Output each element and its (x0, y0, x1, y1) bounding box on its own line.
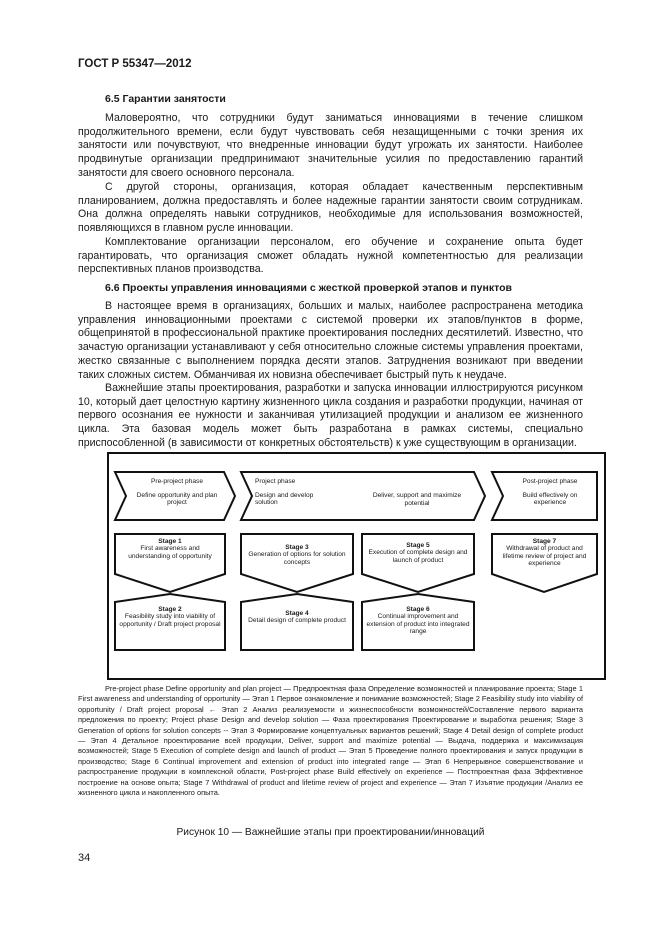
project-body-left: Design and develop solution (255, 491, 314, 507)
figure-lifecycle-diagram (107, 452, 606, 680)
stage-1-title: Stage 1 (158, 538, 182, 545)
stage-6-body: Continual improvement and extension of product into integrated range (366, 613, 470, 636)
stage-1-body: First awareness and understanding of opportunity (128, 545, 212, 560)
stage-2-label (119, 606, 221, 628)
stage-6-title: Stage 6 (406, 606, 430, 613)
pre-project-body: Define opportunity and plan project (136, 491, 218, 507)
figure-caption: Рисунок 10 — Важнейшие этапы при проектировании/инноваций (176, 827, 485, 838)
stage-1-label (119, 538, 221, 560)
stage-3-label (245, 544, 349, 566)
stage-7-title: Stage 7 (532, 538, 557, 545)
stage-4-label (245, 610, 349, 625)
paragraph: В настоящее время в организациях, больших и малых, наиболее распространена методика управления инновационными проектами с системой проверки их этапов/пунктов в форме, общепринятой в профессиональной практике проектирования последних десятилетий. Известно, что зачастую организации устанавливают у себя относительно сложные системы управления проектами, жестко связанные с выполнением порядка десяти этапов. Затруднения возникают при введении таких сложных систем. Обманчивая их новизна обеспечивает быстрый путь к неудаче. (78, 300, 583, 381)
stage-6-label (366, 606, 470, 636)
pre-project-phase-label (127, 478, 227, 507)
stage-5-title: Stage 5 (406, 542, 430, 549)
post-project-phase-label (507, 478, 593, 507)
stage-7-body: Withdrawal of product and lifetime review of project and experience (502, 545, 587, 568)
stage-2-title: Stage 2 (158, 606, 182, 613)
stage-4-title: Stage 4 (285, 610, 309, 617)
pre-project-title: Pre-project phase (150, 478, 204, 485)
project-title: Project phase (255, 478, 296, 485)
stage-5-label (366, 542, 470, 564)
stage-3-title: Stage 3 (285, 544, 309, 551)
stage-4-body: Detail design of complete product (248, 617, 346, 625)
page-number: 34 (78, 852, 91, 864)
paragraph: Маловероятно, что сотрудники будут заниматься инновациями в течение слишком продолжительного времени, если будут чувствовать себя незащищенными с точки зрения их занятости или почувствуют, что внедренные инновации будут угрожать их занятости. Наиболее продвинутые организации предпринимают значительные усилия по предоставлению гарантий занятости для своего основного персонала. (78, 112, 583, 179)
stage-3-body: Generation of options for solution concepts (248, 551, 346, 566)
project-phase-label (255, 478, 315, 507)
paragraph: С другой стороны, организация, которая обладает качественным перспективным планированием, должна предоставлять и более надежные гарантии занятости своим сотрудникам. Она должна определять навыки сотрудников, необходимые для использования возможностей, появляющихся в главном русле инновации. (78, 181, 583, 235)
paragraph: Важнейшие этапы проектирования, разработки и запуска инновации иллюстрируются рисунком 10, который дает целостную картину жизненного цикла создания и разработки продукции, начиная от первого осознания ее нужности и заканчивая утилизацией продукции и анализом ее жизненного цикла. Эта базовая модель может быть разработана в рамках системы, специально приспособленной (в зависимости от конкретных обстоятельств) к уже существующим в организации. (78, 382, 583, 449)
section-heading-6-6: 6.6 Проекты управления инновациями с жесткой проверкой этапов и пунктов (105, 282, 512, 294)
stage-2-body: Feasibility study into viability of opportunity / Draft project proposal (119, 613, 221, 628)
section-heading-6-5: 6.5 Гарантии занятости (105, 93, 226, 105)
project-phase-right-label: Deliver, support and maximize potential (372, 492, 462, 507)
post-project-title: Post-project phase (522, 478, 578, 485)
stage-7-label (495, 538, 594, 568)
post-project-body: Build effectively on experience (522, 491, 578, 507)
paragraph: Комплектование организации персоналом, его обучение и сохранение опыта будет гарантировать, что организация сможет обладать нужной компетентностью для реализации перспективных планов производства. (78, 236, 583, 276)
document-header: ГОСТ Р 55347—2012 (78, 58, 192, 70)
stage-5-body: Execution of complete design and launch of product (368, 549, 468, 564)
figure-translation-note: Pre-project phase Define opportunity and plan project — Предпроектная фаза Определение возможностей и планирование проекта; Stage 1 First awareness and understanding of opportunity — Этап 1 Первое ознакомление и понимание возможностей; Stage 2 Feasibility study into viability of opportunity / Draft project proposal ← Этап 2 Анализ реализуемости и жизнеспособности возможностей/Составление первого варианта предложения по проекту; Project phase Design and develop solution — Фаза проектирования Проектирование и выработка решения; Stage 3 Generation of options for solution concepts -- Этап 3 Формирование концептуальных вариантов решений; Stage 4 Detail design of complete product — Этап 4 Детальное проектирование всей продукции, Deliver, support and maximize potential — Выдача, поддержка и максимизация возможностей; Stage 5 Execution of complete design and launch of product — Этап 5 Проведение полного проектирования и запуск продукции в производство; Stage 6 Continual improvement and extension of product into integrated range — Этап 6 Непрерывное совершенствование и распространение продукции в комплексной области, Post-project phase Build effectively on experience — Постпроектная фаза Эффективное построение на основе опыта; Stage 7 Withdrawal of product and lifetime review of project and experience — Этап 7 Изъятие продукции /Анализ ее жизненного цикла и накопленного опыта. (78, 684, 583, 798)
